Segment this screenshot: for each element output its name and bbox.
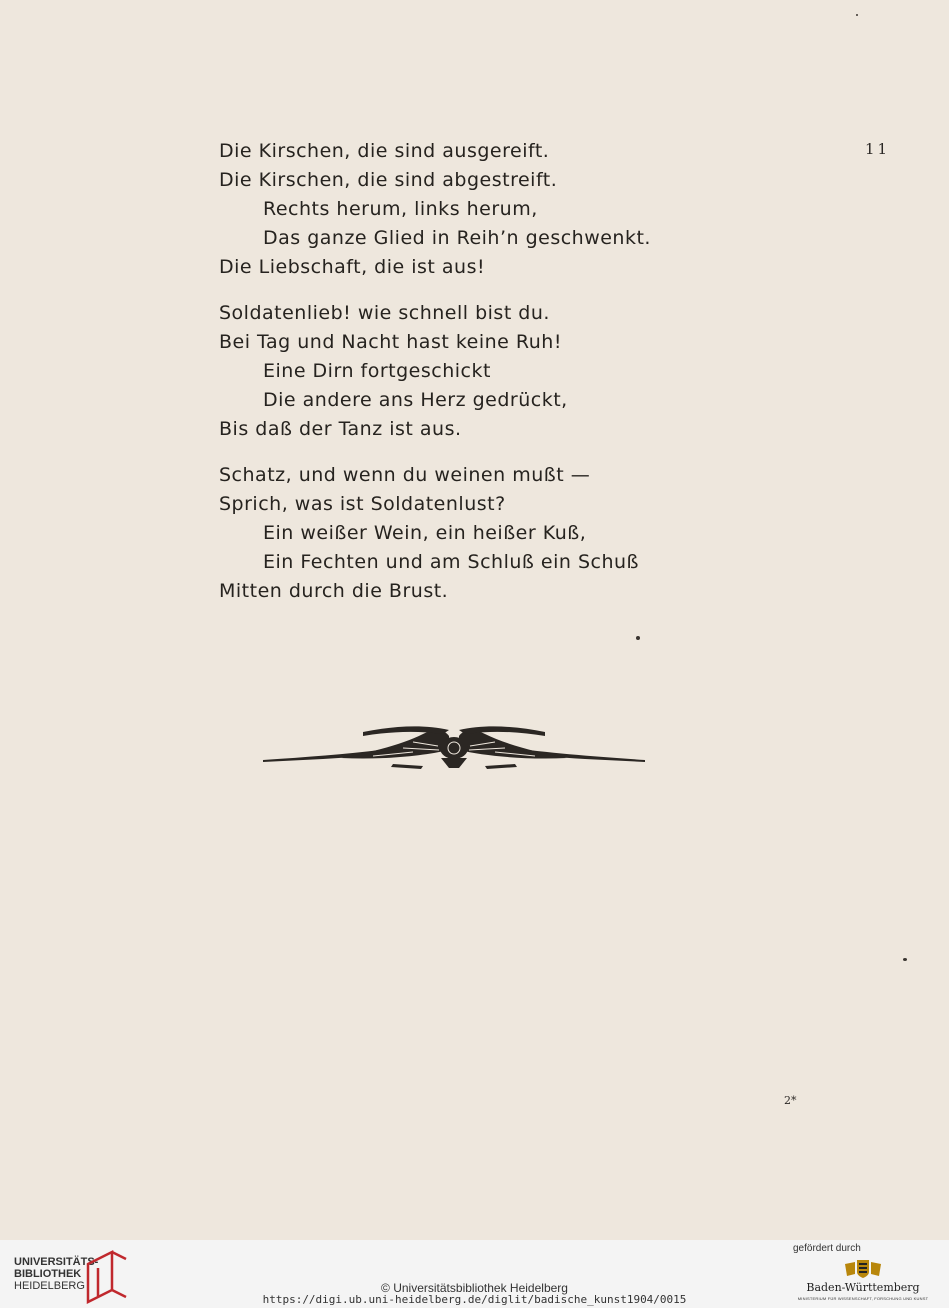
poem-stanza: [219, 461, 779, 606]
ink-speck: [903, 958, 907, 961]
funded-by-label: gefördert durch: [793, 1243, 861, 1254]
poem: [219, 137, 779, 623]
signature-mark: 2*: [784, 1094, 797, 1107]
poem-stanza: [219, 137, 779, 282]
ink-speck: [856, 14, 858, 16]
winged-ornament-icon: [263, 722, 645, 774]
poem-line: Schatz, und wenn du weinen mußt —: [219, 464, 591, 486]
poem-line: Ein weißer Wein, ein heißer Kuß,: [263, 522, 587, 544]
poem-stanza: [219, 299, 779, 444]
funder-ministry: MINISTERIUM FÜR WISSENSCHAFT, FORSCHUNG UND KUNST: [797, 1296, 929, 1301]
poem-line: Das ganze Glied in Reih’n geschwenkt.: [263, 227, 651, 249]
page-number: 11: [865, 140, 891, 158]
funder-name[interactable]: Baden-Württemberg: [806, 1281, 920, 1294]
baden-wuerttemberg-crest-icon: [843, 1256, 883, 1280]
poem-line: Mitten durch die Brust.: [219, 580, 449, 602]
poem-line: Die Liebschaft, die ist aus!: [219, 256, 486, 278]
poem-line: Rechts herum, links herum,: [263, 198, 538, 220]
poem-line: Die Kirschen, die sind ausgereift.: [219, 140, 550, 162]
library-name: UNIVERSITÄTS- BIBLIOTHEK HEIDELBERG: [14, 1256, 99, 1292]
ink-speck: [636, 636, 640, 640]
copyright-notice: © Universitätsbibliothek Heidelberg: [381, 1281, 568, 1295]
poem-line: Die andere ans Herz gedrückt,: [263, 389, 568, 411]
poem-line: Ein Fechten und am Schluß ein Schuß: [263, 551, 640, 573]
permalink-url[interactable]: https://digi.ub.uni-heidelberg.de/diglit/badische_kunst1904/0015: [262, 1293, 687, 1306]
poem-line: Soldatenlieb! wie schnell bist du.: [219, 302, 550, 324]
poem-line: Die Kirschen, die sind abgestreift.: [219, 169, 558, 191]
poem-line: Sprich, was ist Soldatenlust?: [219, 493, 506, 515]
poem-line: Bis daß der Tanz ist aus.: [219, 418, 462, 440]
poem-line: Eine Dirn fortgeschickt: [263, 360, 491, 382]
viewer-footer: [0, 1240, 949, 1308]
poem-line: Bei Tag und Nacht hast keine Ruh!: [219, 331, 562, 353]
